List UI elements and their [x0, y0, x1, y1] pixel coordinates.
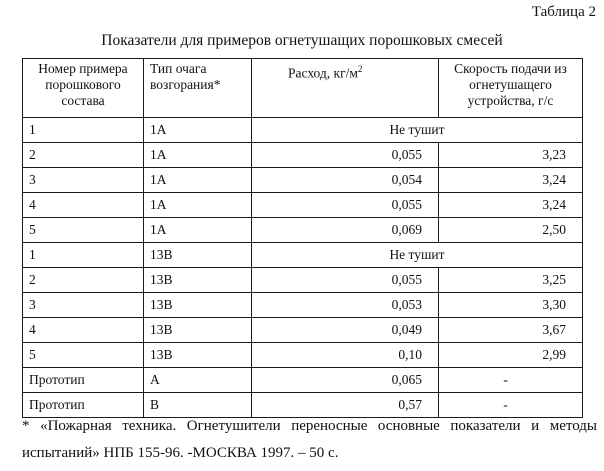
cell-flow-rate: 0,065 [252, 368, 439, 393]
header-feed-speed: Скорость подачи из огнетушащего устройства, г/с [439, 59, 583, 118]
cell-sample-number: 5 [23, 343, 144, 368]
table-row [23, 218, 583, 243]
cell-not-extinguished: Не тушит [252, 243, 583, 268]
cell-sample-number: Прототип [23, 393, 144, 418]
cell-flow-rate: 0,069 [252, 218, 439, 243]
table-row [23, 318, 583, 343]
cell-not-extinguished: Не тушит [252, 118, 583, 143]
data-table [22, 58, 583, 418]
cell-feed-speed: - [439, 393, 583, 418]
table-caption: Показатели для примеров огнетушащих порошковых смесей [101, 32, 503, 49]
table-row [23, 168, 583, 193]
footnote: * «Пожарная техника. Огнетушители переносные основные показатели и методы испытаний» НПБ 155-96. -МОСКВА 1997. – 50 с. [22, 418, 597, 461]
table-row [23, 193, 583, 218]
cell-fire-type: 13В [144, 293, 252, 318]
table-row [23, 243, 583, 268]
cell-sample-number: 2 [23, 143, 144, 168]
cell-flow-rate: 0,054 [252, 168, 439, 193]
cell-sample-number: 4 [23, 318, 144, 343]
cell-sample-number: 3 [23, 293, 144, 318]
cell-flow-rate: 0,57 [252, 393, 439, 418]
table-row [23, 143, 583, 168]
cell-feed-speed: 3,24 [439, 168, 583, 193]
cell-feed-speed: 2,99 [439, 343, 583, 368]
table-row [23, 118, 583, 143]
header-fire-type: Тип очага возгорания* [144, 59, 252, 118]
cell-fire-type: А [144, 368, 252, 393]
cell-feed-speed: - [439, 368, 583, 393]
table-header-row [23, 59, 583, 118]
cell-flow-rate: 0,055 [252, 143, 439, 168]
cell-fire-type: 1А [144, 218, 252, 243]
cell-feed-speed: 3,67 [439, 318, 583, 343]
cell-sample-number: 3 [23, 168, 144, 193]
table-row [23, 343, 583, 368]
cell-feed-speed: 3,25 [439, 268, 583, 293]
cell-feed-speed: 3,24 [439, 193, 583, 218]
cell-fire-type: 1А [144, 168, 252, 193]
table-row [23, 293, 583, 318]
header-sample-number: Номер примера порошкового состава [23, 59, 144, 118]
cell-fire-type: 1А [144, 118, 252, 143]
cell-sample-number: 1 [23, 243, 144, 268]
cell-flow-rate: 0,053 [252, 293, 439, 318]
header-flow-rate [252, 59, 439, 118]
cell-fire-type: 13В [144, 343, 252, 368]
cell-fire-type: В [144, 393, 252, 418]
header-flow-rate-text: Расход, кг/м [288, 65, 358, 81]
cell-flow-rate: 0,049 [252, 318, 439, 343]
cell-fire-type: 1А [144, 143, 252, 168]
cell-fire-type: 1А [144, 193, 252, 218]
cell-feed-speed: 3,23 [439, 143, 583, 168]
cell-feed-speed: 2,50 [439, 218, 583, 243]
table-row [23, 368, 583, 393]
table-row [23, 268, 583, 293]
cell-flow-rate: 0,055 [252, 268, 439, 293]
table-number-label: Таблица 2 [531, 4, 596, 20]
header-flow-rate-exponent: 2 [357, 64, 363, 74]
cell-sample-number: 4 [23, 193, 144, 218]
cell-sample-number: 5 [23, 218, 144, 243]
cell-flow-rate: 0,055 [252, 193, 439, 218]
cell-sample-number: 1 [23, 118, 144, 143]
cell-feed-speed: 3,30 [439, 293, 583, 318]
cell-sample-number: Прототип [23, 368, 144, 393]
cell-fire-type: 13В [144, 318, 252, 343]
cell-fire-type: 13В [144, 268, 252, 293]
cell-fire-type: 13В [144, 243, 252, 268]
cell-flow-rate: 0,10 [252, 343, 439, 368]
cell-sample-number: 2 [23, 268, 144, 293]
